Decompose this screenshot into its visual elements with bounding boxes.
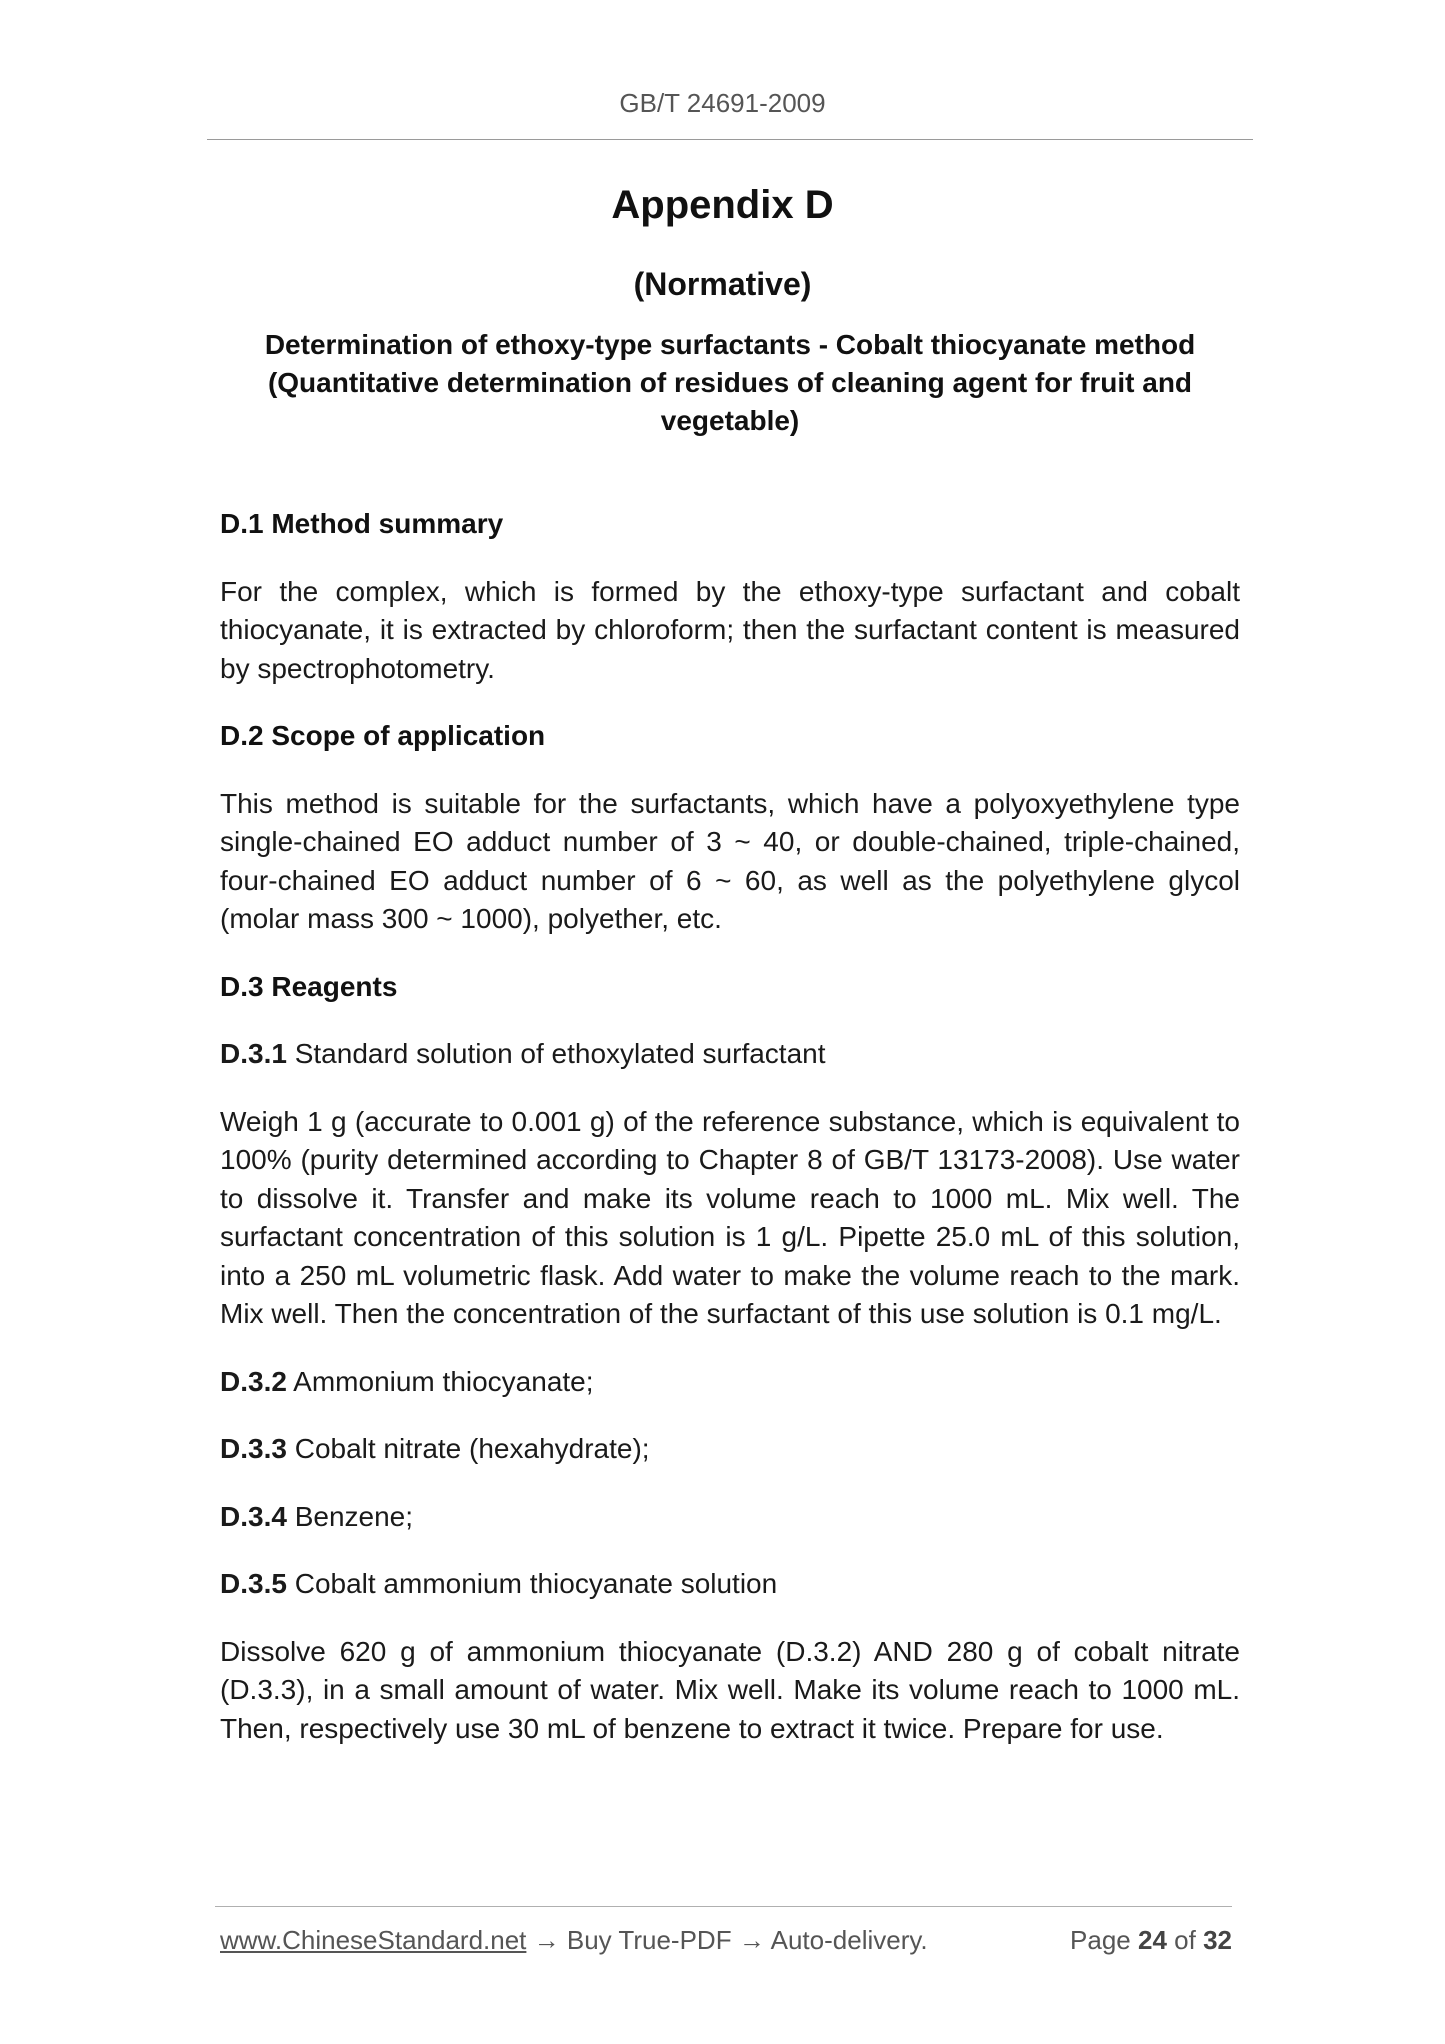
arrow-right-icon: → <box>533 1925 560 1955</box>
page-title: Appendix D <box>611 183 834 227</box>
page-number: 24 <box>1138 1925 1167 1955</box>
arrow-right-icon: → <box>738 1925 765 1955</box>
reagent-number: D.3.2 <box>220 1365 287 1397</box>
page-footer <box>220 1925 1232 1961</box>
of-label: of <box>1174 1925 1196 1955</box>
appendix-heading <box>207 326 1253 440</box>
section-heading-d1: D.1 Method summary <box>220 508 504 539</box>
reagent-item-d33 <box>220 1430 1240 1469</box>
section-body-d1: For the complex, which is formed by the ethoxy-type surfactant and cobalt thiocyanate, it is extracted by chloroform; then the surfactant content is measured by spectrophotometry. <box>220 575 1240 684</box>
document-body <box>220 505 1240 1777</box>
reagent-number: D.3.1 <box>220 1038 287 1069</box>
reagent-text: Benzene; <box>286 1500 414 1532</box>
section-heading-d2: D.2 Scope of application <box>220 720 546 751</box>
page-label: Page <box>1070 1925 1131 1955</box>
footer-divider <box>215 1906 1232 1907</box>
reagent-number: D.3.5 <box>220 1568 287 1599</box>
appendix-heading-line-3: vegetable) <box>660 405 800 436</box>
reagent-body-d31: Weigh 1 g (accurate to 0.001 g) of the reference substance, which is equivalent to 100% (purity determined according to Chapter 8 of GB/T 13173-2008). Use water to dissolve it. Transfer and make its volume reach to 1000 mL. Mix well. The surfactant concentration of this solution is 1 g/L. Pipette 25.0 mL of this solution, into a 250 mL volumetric flask. Add water to make the volume reach to the mark. Mix well. Then the concentration of the surfactant of this use solution is 0.1 mg/L. <box>220 1105 1240 1329</box>
page-total: 32 <box>1203 1925 1232 1955</box>
footer-promo <box>220 1925 928 1956</box>
section-heading-d3: D.3 Reagents <box>220 970 398 1002</box>
footer-delivery-text: Auto-delivery. <box>770 1925 928 1955</box>
page-indicator <box>1070 1925 1232 1956</box>
footer-buy-text: Buy True-PDF <box>566 1925 732 1955</box>
section-body-d2: This method is suitable for the surfactants, which have a polyoxyethylene type single-chained EO adduct number of 3 ~ 40, or double-chained, triple-chained, four-chained EO adduct number of 6 ~ 60, as well as the polyethylene glycol (molar mass 300 ~ 1000), polyether, etc. <box>220 787 1240 934</box>
reagent-text: Standard solution of ethoxylated surfactant <box>286 1038 826 1069</box>
page-subtitle: (Normative) <box>633 266 812 302</box>
reagent-text: Cobalt nitrate (hexahydrate); <box>286 1433 650 1464</box>
reagent-number: D.3.3 <box>220 1433 287 1464</box>
header-divider <box>207 139 1253 140</box>
reagent-text: Ammonium thiocyanate; <box>286 1365 594 1397</box>
reagent-item-d32 <box>220 1363 1240 1402</box>
appendix-heading-line-2: (Quantitative determination of residues of cleaning agent for fruit and <box>267 367 1193 398</box>
reagent-item-d34 <box>220 1498 1240 1537</box>
footer-website-link[interactable]: www.ChineseStandard.net <box>220 1925 527 1955</box>
header-doc-id: GB/T 24691-2009 <box>619 88 826 118</box>
appendix-heading-line-1: Determination of ethoxy-type surfactants - Cobalt thiocyanate method <box>264 329 1196 360</box>
reagent-item-d31 <box>220 1035 1240 1074</box>
reagent-body-d35: Dissolve 620 g of ammonium thiocyanate (D.3.2) AND 280 g of cobalt nitrate (D.3.3), in a small amount of water. Mix well. Make its volume reach to 1000 mL. Then, respectively use 30 mL of benzene to extract it twice. Prepare for use. <box>220 1635 1240 1744</box>
reagent-number: D.3.4 <box>220 1500 287 1532</box>
reagent-text: Cobalt ammonium thiocyanate solution <box>286 1568 778 1599</box>
reagent-item-d35 <box>220 1565 1240 1604</box>
